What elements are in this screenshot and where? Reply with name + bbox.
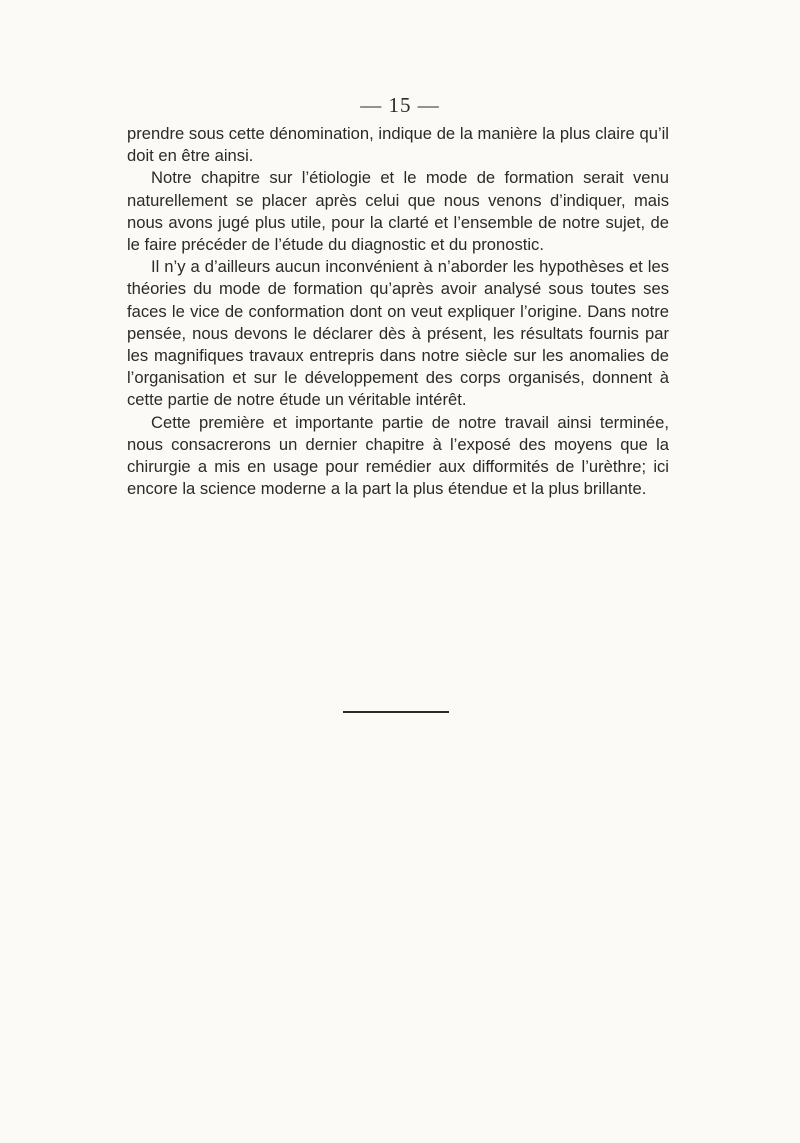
paragraph-4: Cette première et importante partie de notre travail ainsi terminée, nous consacrerons un dernier chapitre à l’exposé des moyens que la chirurgie a mis en usage pour remédier aux difformités de l’urèthre; ici encore la science moderne a la part la plus étendue et la plus brillante. bbox=[127, 412, 669, 499]
section-divider bbox=[343, 711, 449, 713]
paragraph-3: Il n’y a d’ailleurs aucun inconvénient à n’aborder les hypothèses et les théories du mode de formation qu’après avoir analysé sous toutes ses faces le vice de conformation dont on veut expliquer l’origine. Dans notre pensée, nous devons le déclarer dès à présent, les résultats fournis par les magnifiques travaux entrepris dans notre siècle sur les anomalies de l’organisation et sur le développement des corps organisés, donnent à cette partie de notre étude un véritable intérêt. bbox=[127, 257, 669, 410]
page-number: — 15 — bbox=[360, 93, 440, 117]
paragraph-2: Notre chapitre sur l’étiologie et le mode de formation serait venu naturellement se placer après celui que nous venons d’indiquer, mais nous avons jugé plus utile, pour la clarté et l’ensemble de notre sujet, de le faire précéder de l’étude du diagnostic et du pronostic. bbox=[127, 168, 669, 255]
body-text bbox=[127, 123, 669, 500]
paragraph-1: prendre sous cette dénomination, indique de la manière la plus claire qu’il doit en être ainsi. bbox=[127, 124, 669, 166]
